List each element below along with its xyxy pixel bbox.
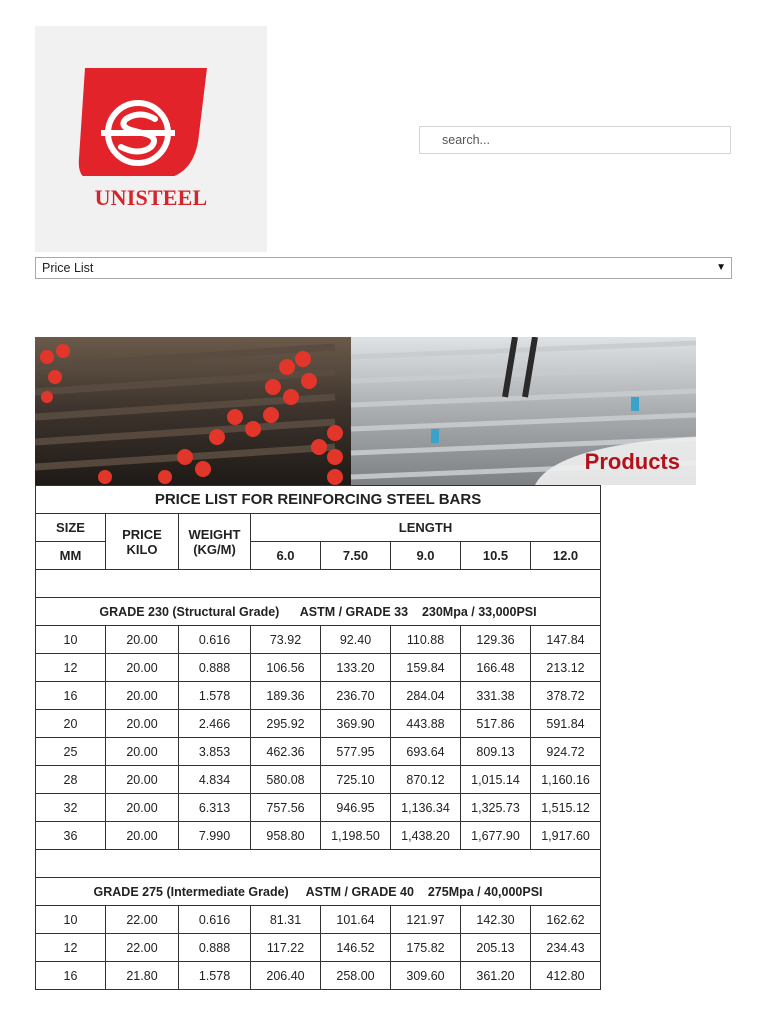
table-cell: 189.36 [251,682,321,710]
table-cell: 32 [36,794,106,822]
grade-title: GRADE 275 (Intermediate Grade) ASTM / GRADE 40 275Mpa / 40,000PSI [36,878,601,906]
header-length-value: 6.0 [251,542,321,570]
table-cell: 16 [36,962,106,990]
table-cell: 725.10 [321,766,391,794]
grade-rows [36,570,601,990]
table-cell: 205.13 [461,934,531,962]
table-cell: 12 [36,654,106,682]
brand-name: UNISTEEL [94,185,208,210]
table-cell: 92.40 [321,626,391,654]
table-cell: 236.70 [321,682,391,710]
table-cell: 443.88 [391,710,461,738]
table-cell: 22.00 [106,906,179,934]
table-cell: 121.97 [391,906,461,934]
table-cell: 1.578 [179,962,251,990]
table-row [36,766,601,794]
header-mm: MM [36,542,106,570]
products-banner [35,337,696,485]
table-cell: 20.00 [106,822,179,850]
table-row [36,934,601,962]
table-cell: 146.52 [321,934,391,962]
table-cell: 1,438.20 [391,822,461,850]
header-length-value: 12.0 [531,542,601,570]
table-cell: 20.00 [106,794,179,822]
table-row [36,906,601,934]
table-cell: 129.36 [461,626,531,654]
table-cell: 162.62 [531,906,601,934]
table-cell: 757.56 [251,794,321,822]
table-cell: 142.30 [461,906,531,934]
table-cell: 369.90 [321,710,391,738]
table-cell: 591.84 [531,710,601,738]
table-cell: 133.20 [321,654,391,682]
header-price: PRICE KILO [106,514,179,570]
table-cell: 73.92 [251,626,321,654]
header-weight: WEIGHT (KG/M) [179,514,251,570]
table-cell: 309.60 [391,962,461,990]
table-cell: 4.834 [179,766,251,794]
table-row [36,682,601,710]
table-cell: 0.616 [179,626,251,654]
spacer-row [36,570,601,598]
table-row [36,654,601,682]
table-cell: 295.92 [251,710,321,738]
table-cell: 0.888 [179,654,251,682]
table-title: PRICE LIST FOR REINFORCING STEEL BARS [36,486,601,514]
page-select-value: Price List [42,261,94,275]
table-cell: 16 [36,682,106,710]
table-cell: 462.36 [251,738,321,766]
table-cell: 20 [36,710,106,738]
grade-title: GRADE 230 (Structural Grade) ASTM / GRADE 33 230Mpa / 33,000PSI [36,598,601,626]
table-cell: 206.40 [251,962,321,990]
table-row [36,626,601,654]
table-cell: 234.43 [531,934,601,962]
table-cell: 20.00 [106,710,179,738]
table-row [36,794,601,822]
table-cell: 577.95 [321,738,391,766]
table-cell: 1,917.60 [531,822,601,850]
table-cell: 1,136.34 [391,794,461,822]
table-cell: 1,015.14 [461,766,531,794]
table-cell: 1,515.12 [531,794,601,822]
table-cell: 159.84 [391,654,461,682]
table-cell: 20.00 [106,682,179,710]
header-length-value: 9.0 [391,542,461,570]
spacer-row [36,850,601,878]
table-cell: 1,677.90 [461,822,531,850]
dropdown-arrow-icon: ▼ [716,262,726,273]
table-cell: 20.00 [106,738,179,766]
table-cell: 10 [36,906,106,934]
table-cell: 147.84 [531,626,601,654]
unisteel-logo-mark [35,26,267,176]
table-cell: 117.22 [251,934,321,962]
table-cell: 946.95 [321,794,391,822]
price-table [35,485,601,990]
table-cell: 20.00 [106,766,179,794]
table-cell: 3.853 [179,738,251,766]
table-cell: 924.72 [531,738,601,766]
table-cell: 1,325.73 [461,794,531,822]
table-cell: 25 [36,738,106,766]
table-cell: 870.12 [391,766,461,794]
table-cell: 20.00 [106,626,179,654]
table-cell: 6.313 [179,794,251,822]
table-cell: 101.64 [321,906,391,934]
table-cell: 28 [36,766,106,794]
table-cell: 81.31 [251,906,321,934]
table-cell: 0.616 [179,906,251,934]
table-cell: 1.578 [179,682,251,710]
table-cell: 958.80 [251,822,321,850]
table-row [36,822,601,850]
products-label: Products [584,449,680,474]
logo[interactable] [35,26,267,252]
table-cell: 331.38 [461,682,531,710]
table-cell: 20.00 [106,654,179,682]
table-cell: 106.56 [251,654,321,682]
table-cell: 361.20 [461,962,531,990]
table-row [36,962,601,990]
table-cell: 517.86 [461,710,531,738]
table-cell: 7.990 [179,822,251,850]
table-cell: 378.72 [531,682,601,710]
table-cell: 284.04 [391,682,461,710]
table-cell: 693.64 [391,738,461,766]
table-row [36,710,601,738]
table-cell: 213.12 [531,654,601,682]
header-length: LENGTH [251,514,601,542]
header-size: SIZE [36,514,106,542]
header-length-value: 7.50 [321,542,391,570]
header-length-value: 10.5 [461,542,531,570]
table-cell: 0.888 [179,934,251,962]
table-cell: 412.80 [531,962,601,990]
table-row [36,738,601,766]
table-cell: 21.80 [106,962,179,990]
table-cell: 580.08 [251,766,321,794]
table-cell: 1,160.16 [531,766,601,794]
table-cell: 1,198.50 [321,822,391,850]
page-select[interactable] [35,257,732,279]
table-cell: 258.00 [321,962,391,990]
table-cell: 12 [36,934,106,962]
table-cell: 2.466 [179,710,251,738]
table-cell: 110.88 [391,626,461,654]
table-cell: 175.82 [391,934,461,962]
table-cell: 22.00 [106,934,179,962]
table-cell: 809.13 [461,738,531,766]
table-cell: 166.48 [461,654,531,682]
table-cell: 36 [36,822,106,850]
table-cell: 10 [36,626,106,654]
search-input[interactable] [419,126,731,154]
